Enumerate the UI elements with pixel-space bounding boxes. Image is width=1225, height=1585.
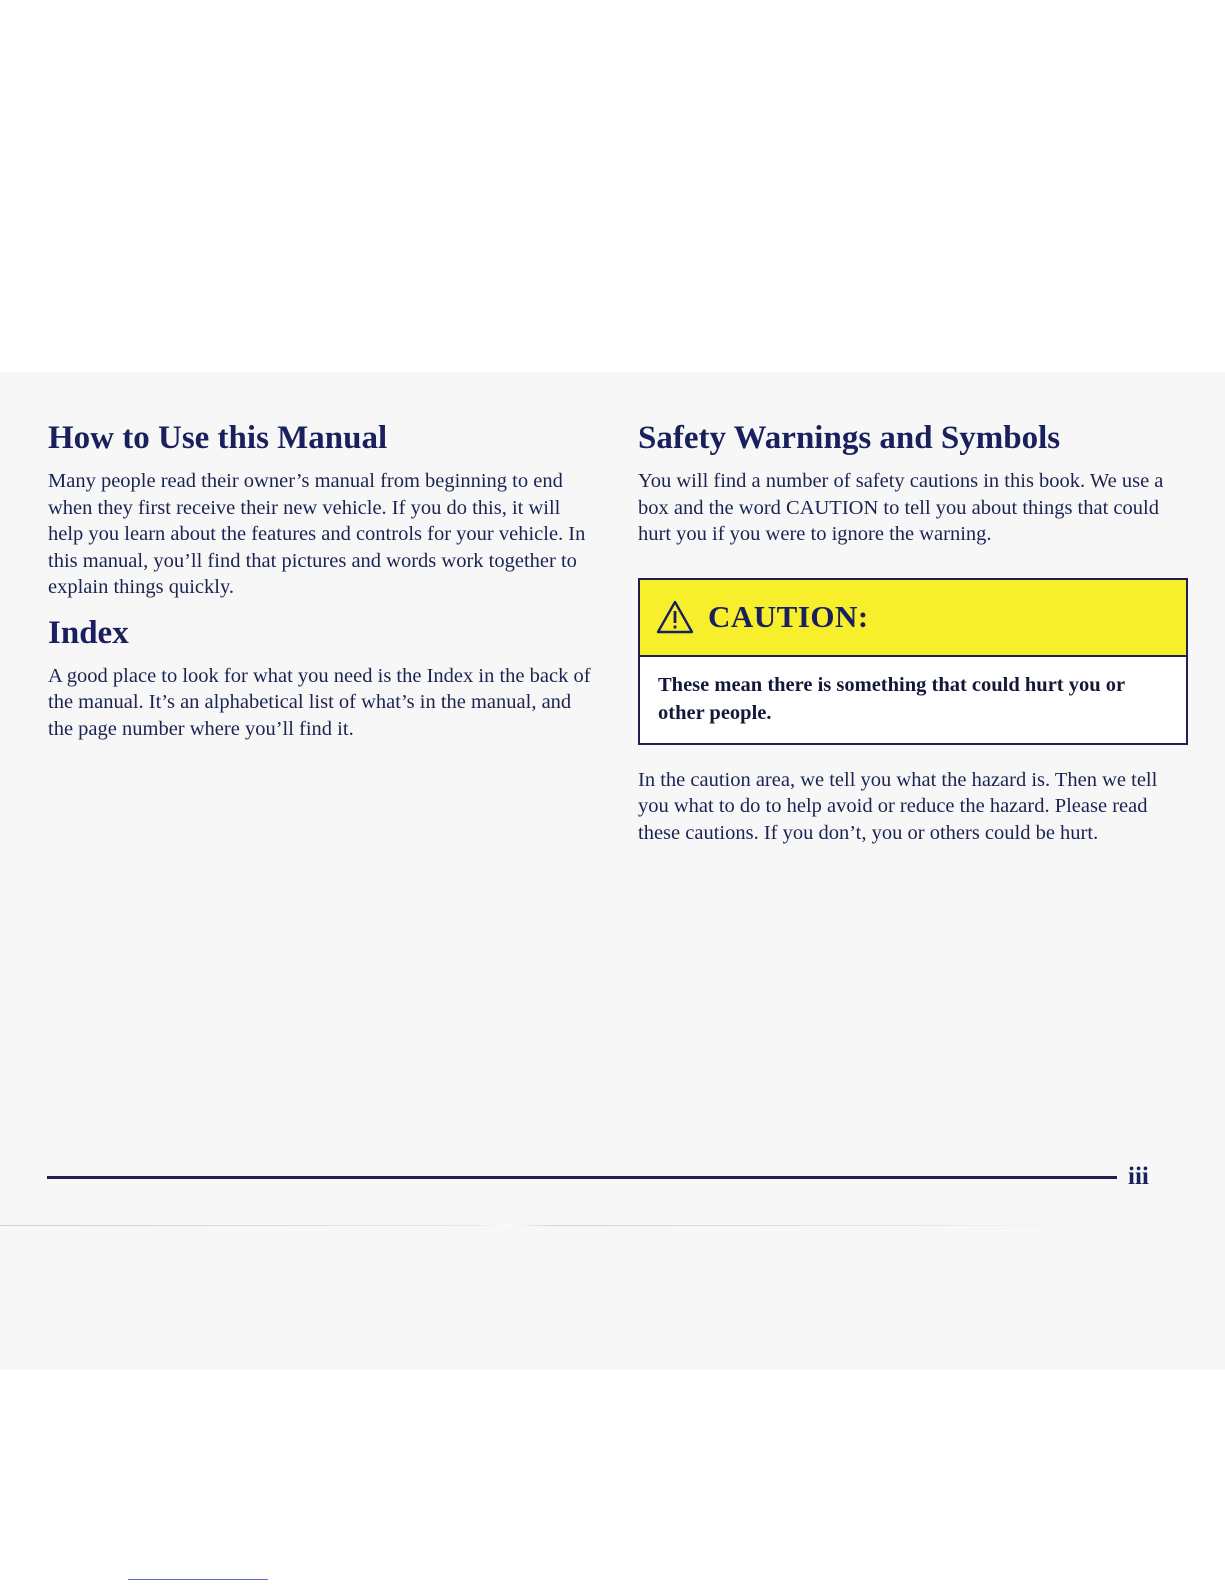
left-column — [48, 418, 593, 754]
caution-header — [640, 580, 1186, 657]
bottom-scan-line — [0, 1225, 1060, 1226]
how-to-use-heading: How to Use this Manual — [48, 420, 388, 456]
caution-text: These mean there is something that could hurt you or other people. — [658, 673, 1125, 724]
index-paragraph: A good place to look for what you need is the Index in the back of the manual. It’s an alphabetical list of what’s in the manual, and the page number where you’ll find it. — [48, 664, 591, 740]
safety-warnings-heading: Safety Warnings and Symbols — [638, 420, 1061, 456]
caution-box — [638, 578, 1188, 745]
how-to-use-paragraph: Many people read their owner’s manual from beginning to end when they first receive their new vehicle. If you do this, it will help you learn about the features and controls for your vehicle. In this manual, you’ll find that pictures and words work together to explain things quickly. — [48, 470, 586, 598]
page-number: iii — [1128, 1163, 1149, 1190]
footer-rule — [47, 1176, 1117, 1179]
caution-title: CAUTION: — [708, 599, 869, 634]
safety-warnings-paragraph: You will find a number of safety cautions in this book. We use a box and the word CAUTION to tell you about things that could hurt you if you were to ignore the warning. — [638, 470, 1164, 545]
caution-area-paragraph: In the caution area, we tell you what the hazard is. Then we tell you what to do to help avoid or reduce the hazard. Please read these cautions. If you don’t, you or others could be hurt. — [638, 768, 1158, 844]
index-heading: Index — [48, 614, 129, 651]
page-edge-mark — [128, 1579, 268, 1580]
right-column — [638, 418, 1188, 858]
warning-triangle-icon — [656, 600, 694, 634]
